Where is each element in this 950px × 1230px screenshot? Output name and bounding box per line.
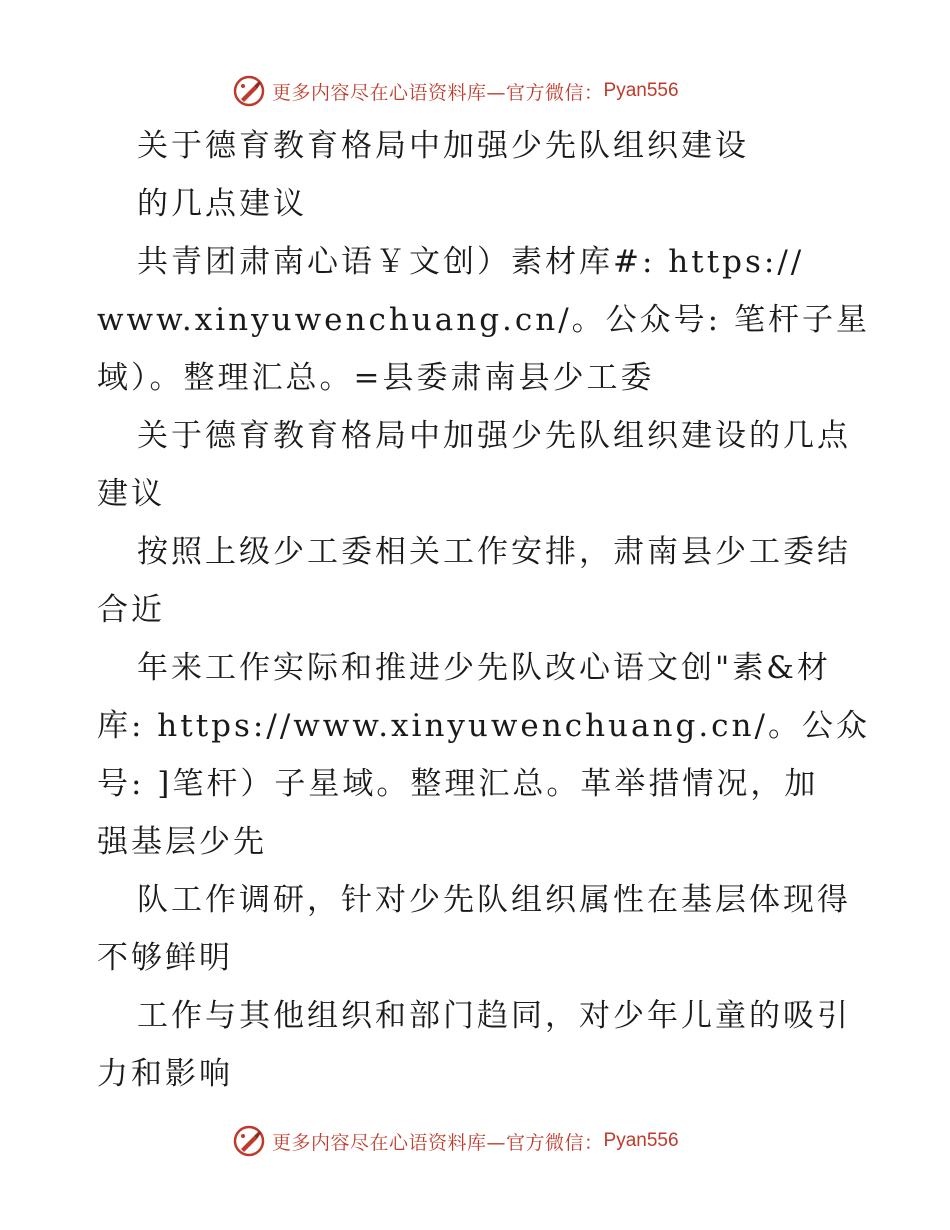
pen-logo-icon	[232, 1124, 266, 1158]
text-line: 年来工作实际和推进少先队改心语文创"素&材	[137, 650, 831, 686]
pen-logo-icon	[232, 74, 266, 108]
text-line: 库: https://www.xinyuwenchuang.cn/。公众	[97, 708, 870, 744]
text-line: 按照上级少工委相关工作安排，肃南县少工委结	[137, 534, 851, 570]
text-line: 不够鲜明	[97, 940, 233, 976]
text-line: 建议	[97, 476, 165, 512]
text-line: 合近	[97, 592, 165, 628]
text-line: 号: ]笔杆）子星域。整理汇总。革举措情况，加	[97, 766, 819, 802]
text-line: 共青团肃南心语￥文创）素材库#: https://	[137, 244, 805, 280]
watermark-wechat-id: Pyan556	[603, 80, 679, 101]
text-line: 力和影响	[97, 1056, 233, 1092]
text-line: 关于德育教育格局中加强少先队组织建设	[137, 128, 749, 164]
watermark-text: 更多内容尽在心语资料库—官方微信：	[272, 81, 604, 104]
text-line: 强基层少先	[97, 824, 267, 860]
text-line: 域）。整理汇总。=县委肃南县少工委	[97, 360, 655, 396]
footer-watermark	[232, 1124, 679, 1158]
document-body	[97, 117, 870, 1103]
text-line: 工作与其他组织和部门趋同，对少年儿童的吸引	[137, 998, 851, 1034]
header-watermark	[232, 74, 679, 108]
text-line: 的几点建议	[137, 186, 307, 222]
text-line: 队工作调研，针对少先队组织属性在基层体现得	[137, 882, 851, 918]
text-line: www.xinyuwenchuang.cn/。公众号: 笔杆子星	[97, 302, 870, 338]
watermark-text: 更多内容尽在心语资料库—官方微信：	[272, 1131, 604, 1154]
watermark-wechat-id: Pyan556	[603, 1130, 679, 1151]
text-line: 关于德育教育格局中加强少先队组织建设的几点	[137, 418, 851, 454]
